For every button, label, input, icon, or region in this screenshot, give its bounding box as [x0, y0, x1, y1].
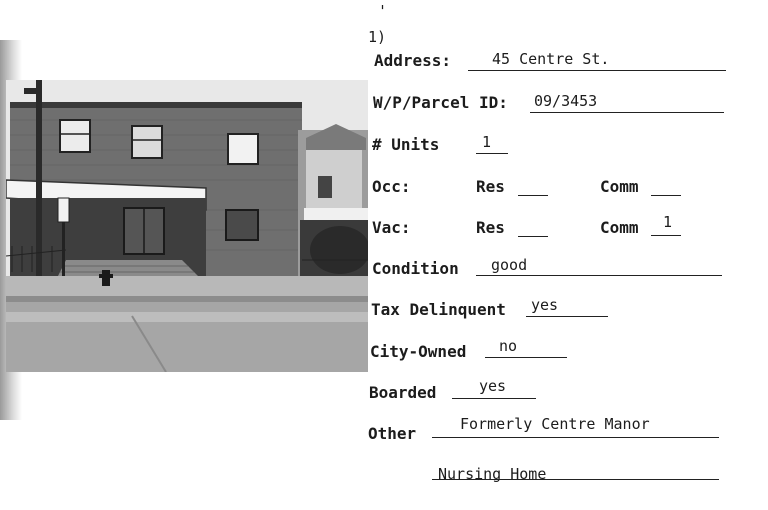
units-underline [476, 153, 508, 154]
occ-comm-underline [651, 195, 681, 196]
stray-mark: ' [378, 2, 388, 20]
condition-value: good [491, 256, 528, 274]
record-number: 1) [368, 28, 387, 46]
tax-delinquent-underline [526, 316, 608, 317]
vac-res-label: Res [476, 218, 505, 237]
building-photo [6, 80, 368, 372]
occ-res-label: Res [476, 177, 505, 196]
occ-res-underline [518, 195, 548, 196]
city-owned-value: no [499, 337, 518, 355]
condition-underline [476, 275, 722, 276]
boarded-underline [452, 398, 536, 399]
parcel-value: 09/3453 [534, 92, 598, 110]
other-label: Other [368, 424, 417, 443]
parcel-label: W/P/Parcel ID: [373, 93, 508, 112]
other-value-line-1: Formerly Centre Manor [460, 415, 650, 433]
boarded-value: yes [479, 377, 507, 395]
vac-label: Vac: [372, 218, 411, 237]
vac-comm-value: 1 [663, 213, 673, 231]
other-underline-1 [432, 437, 719, 438]
vac-res-underline [518, 236, 548, 237]
other-underline-2 [432, 479, 719, 480]
condition-label: Condition [372, 259, 459, 278]
boarded-label: Boarded [369, 383, 437, 402]
other-value-line-2: Nursing Home [438, 465, 547, 483]
units-value: 1 [482, 133, 492, 151]
address-label: Address: [374, 51, 452, 70]
units-label: # Units [372, 135, 440, 154]
occ-comm-label: Comm [600, 177, 639, 196]
parcel-underline [530, 112, 724, 113]
city-owned-underline [485, 357, 567, 358]
address-underline [468, 70, 726, 71]
vac-comm-underline [651, 235, 681, 236]
vac-comm-label: Comm [600, 218, 639, 237]
city-owned-label: City-Owned [370, 342, 467, 361]
tax-delinquent-value: yes [531, 296, 559, 314]
address-value: 45 Centre St. [492, 50, 610, 68]
tax-delinquent-label: Tax Delinquent [371, 300, 506, 319]
occ-label: Occ: [372, 177, 411, 196]
